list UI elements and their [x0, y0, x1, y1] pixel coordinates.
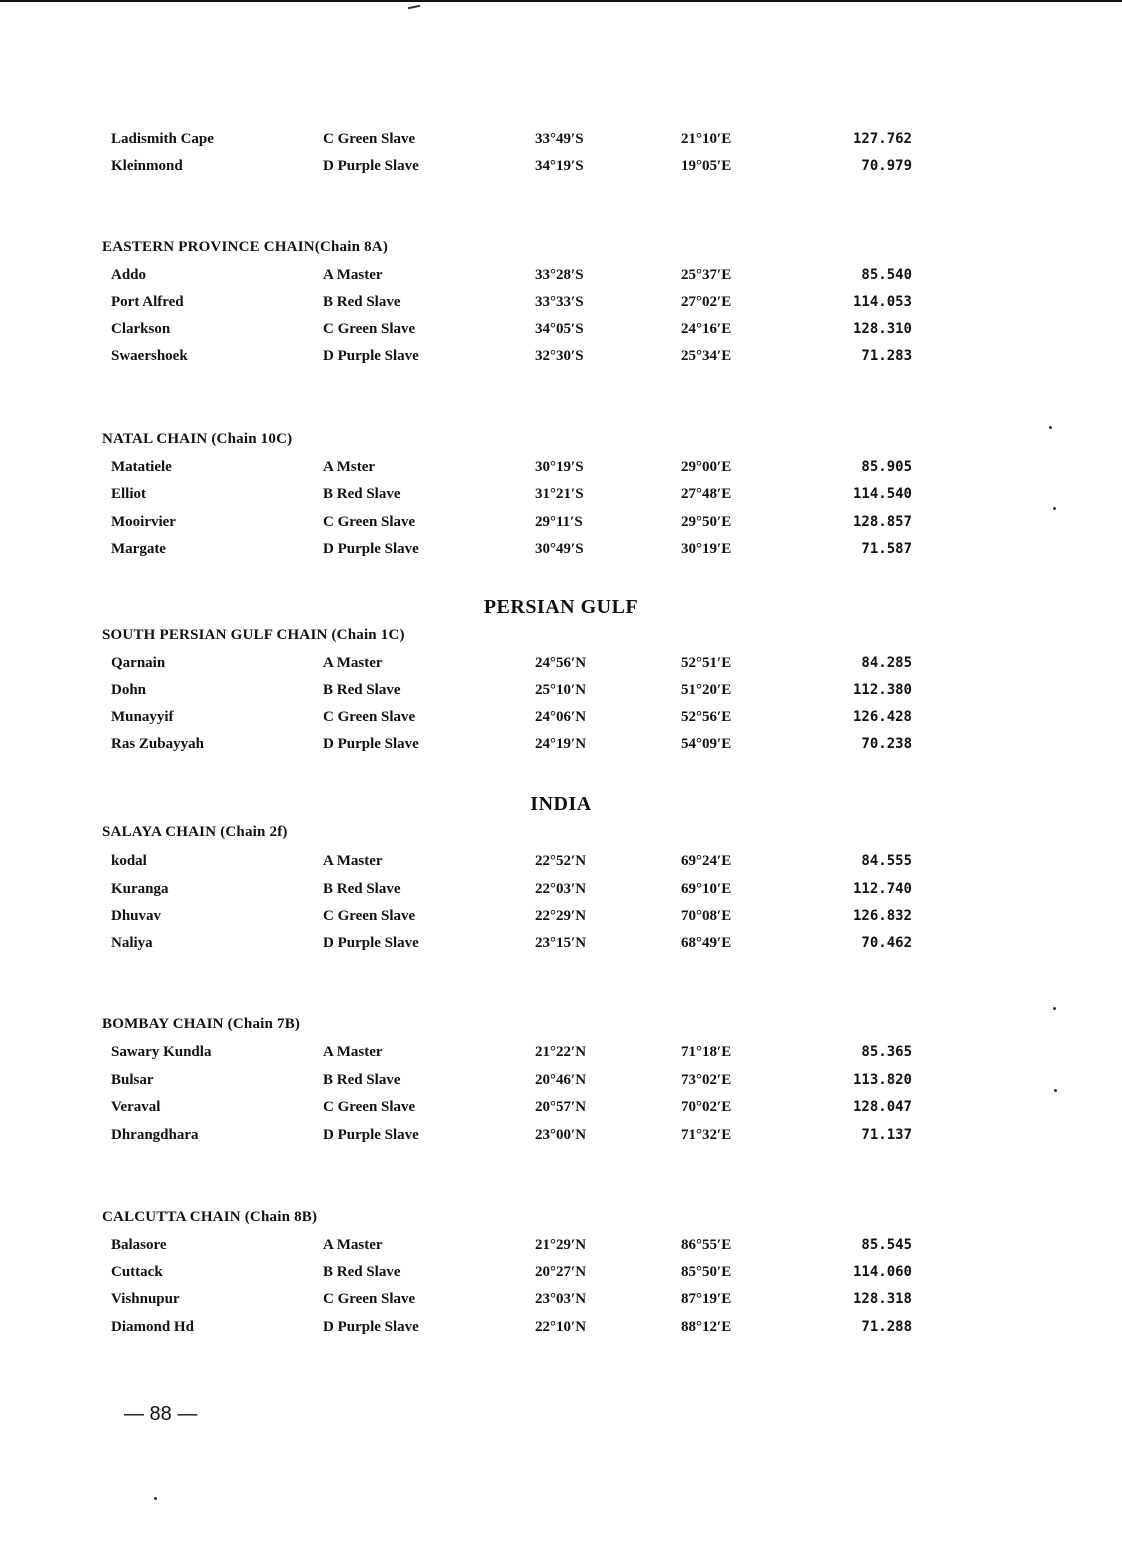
distance-value: 84.555	[861, 853, 912, 869]
latitude: 21°29′N	[535, 1237, 587, 1253]
longitude: 68°49′E	[681, 935, 732, 951]
station-name: Margate	[111, 541, 166, 557]
station-name: Dhrangdhara	[111, 1127, 199, 1143]
station-role: B Red Slave	[323, 1072, 401, 1088]
chain-title: NATAL CHAIN (Chain 10C)	[102, 431, 293, 447]
station-role: D Purple Slave	[323, 1319, 419, 1335]
distance-value: 70.238	[861, 736, 912, 752]
station-name: Ras Zubayyah	[111, 736, 204, 752]
station-role: B Red Slave	[323, 682, 401, 698]
station-name: Clarkson	[111, 321, 171, 337]
station-role: C Green Slave	[323, 709, 416, 725]
station-name: Naliya	[111, 935, 153, 951]
station-role: B Red Slave	[323, 881, 401, 897]
distance-value: 113.820	[852, 1072, 912, 1088]
latitude: 30°19′S	[535, 459, 584, 475]
table-row	[0, 1072, 1122, 1094]
station-name: Addo	[111, 267, 147, 283]
table-row	[0, 682, 1122, 704]
chain-title: SALAYA CHAIN (Chain 2f)	[102, 824, 288, 840]
table-row	[0, 459, 1122, 481]
latitude: 22°10′N	[535, 1319, 587, 1335]
scan-speck	[154, 1497, 157, 1500]
table-row	[0, 709, 1122, 731]
station-role: C Green Slave	[323, 1099, 416, 1115]
table-row	[0, 294, 1122, 316]
latitude: 33°28′S	[535, 267, 584, 283]
longitude: 24°16′E	[681, 321, 732, 337]
table-row	[0, 655, 1122, 677]
longitude: 52°51′E	[681, 655, 732, 671]
chain-title: EASTERN PROVINCE CHAIN(Chain 8A)	[102, 239, 389, 255]
station-role: D Purple Slave	[323, 348, 419, 364]
distance-value: 70.979	[861, 158, 912, 174]
latitude: 24°19′N	[535, 736, 587, 752]
latitude: 22°29′N	[535, 908, 587, 924]
table-row	[0, 514, 1122, 536]
distance-value: 128.310	[852, 321, 912, 337]
station-role: C Green Slave	[323, 514, 416, 530]
station-name: Kleinmond	[111, 158, 183, 174]
longitude: 69°24′E	[681, 853, 732, 869]
station-name: Vishnupur	[111, 1291, 180, 1307]
latitude: 23°15′N	[535, 935, 587, 951]
station-name: Kuranga	[111, 881, 169, 897]
station-role: B Red Slave	[323, 294, 401, 310]
station-name: Dohn	[111, 682, 147, 698]
latitude: 30°49′S	[535, 541, 584, 557]
longitude: 29°50′E	[681, 514, 732, 530]
station-name: Munayyif	[111, 709, 174, 725]
longitude: 25°37′E	[681, 267, 732, 283]
station-role: A Master	[323, 1044, 383, 1060]
station-name: Balasore	[111, 1237, 167, 1253]
table-row	[0, 908, 1122, 930]
table-row	[0, 158, 1122, 180]
longitude: 69°10′E	[681, 881, 732, 897]
scan-speck	[1053, 507, 1056, 510]
station-name: Veraval	[111, 1099, 161, 1115]
station-role: B Red Slave	[323, 486, 401, 502]
station-name: Elliot	[111, 486, 147, 502]
longitude: 29°00′E	[681, 459, 732, 475]
longitude: 85°50′E	[681, 1264, 732, 1280]
latitude: 20°57′N	[535, 1099, 587, 1115]
table-row	[0, 348, 1122, 370]
latitude: 23°03′N	[535, 1291, 587, 1307]
longitude: 70°08′E	[681, 908, 732, 924]
station-role: D Purple Slave	[323, 935, 419, 951]
latitude: 22°52′N	[535, 853, 587, 869]
longitude: 86°55′E	[681, 1237, 732, 1253]
station-role: A Master	[323, 655, 383, 671]
longitude: 54°09′E	[681, 736, 732, 752]
latitude: 33°49′S	[535, 131, 584, 147]
station-role: B Red Slave	[323, 1264, 401, 1280]
distance-value: 71.288	[861, 1319, 912, 1335]
table-row	[0, 1291, 1122, 1313]
longitude: 52°56′E	[681, 709, 732, 725]
station-role: D Purple Slave	[323, 158, 419, 174]
station-name: Port Alfred	[111, 294, 184, 310]
station-name: Diamond Hd	[111, 1319, 194, 1335]
region-heading-persian-gulf: PERSIAN GULF	[483, 596, 639, 618]
longitude: 71°32′E	[681, 1127, 732, 1143]
station-role: A Master	[323, 1237, 383, 1253]
distance-value: 114.060	[852, 1264, 912, 1280]
distance-value: 84.285	[861, 655, 912, 671]
distance-value: 128.318	[852, 1291, 912, 1307]
distance-value: 114.053	[852, 294, 912, 310]
station-name: Ladismith Cape	[111, 131, 214, 147]
longitude: 21°10′E	[681, 131, 732, 147]
table-row	[0, 1099, 1122, 1121]
latitude: 34°05′S	[535, 321, 584, 337]
station-role: D Purple Slave	[323, 1127, 419, 1143]
longitude: 51°20′E	[681, 682, 732, 698]
station-name: Qarnain	[111, 655, 166, 671]
latitude: 34°19′S	[535, 158, 584, 174]
distance-value: 128.857	[852, 514, 912, 530]
longitude: 88°12′E	[681, 1319, 732, 1335]
distance-value: 71.137	[861, 1127, 912, 1143]
latitude: 32°30′S	[535, 348, 584, 364]
table-row	[0, 321, 1122, 343]
table-row	[0, 486, 1122, 508]
scan-speck	[1054, 1089, 1057, 1092]
region-heading-india: INDIA	[530, 793, 592, 815]
latitude: 29°11′S	[535, 514, 583, 530]
latitude: 24°56′N	[535, 655, 587, 671]
table-row	[0, 1127, 1122, 1149]
longitude: 27°02′E	[681, 294, 732, 310]
latitude: 31°21′S	[535, 486, 584, 502]
distance-value: 70.462	[861, 935, 912, 951]
station-role: C Green Slave	[323, 908, 416, 924]
distance-value: 71.283	[861, 348, 912, 364]
page-number: — 88 —	[124, 1403, 198, 1425]
distance-value: 126.428	[852, 709, 912, 725]
station-name: Sawary Kundla	[111, 1044, 212, 1060]
table-row	[0, 267, 1122, 289]
chain-title: SOUTH PERSIAN GULF CHAIN (Chain 1C)	[102, 627, 405, 643]
table-row	[0, 541, 1122, 563]
table-row	[0, 1237, 1122, 1259]
distance-value: 114.540	[852, 486, 912, 502]
latitude: 20°27′N	[535, 1264, 587, 1280]
station-role: A Master	[323, 853, 383, 869]
station-role: C Green Slave	[323, 131, 416, 147]
table-row	[0, 1044, 1122, 1066]
latitude: 23°00′N	[535, 1127, 587, 1143]
station-role: D Purple Slave	[323, 541, 419, 557]
table-row	[0, 736, 1122, 758]
station-role: A Master	[323, 267, 383, 283]
distance-value: 85.905	[861, 459, 912, 475]
table-row	[0, 131, 1122, 153]
station-role: C Green Slave	[323, 321, 416, 337]
table-row	[0, 853, 1122, 875]
longitude: 30°19′E	[681, 541, 732, 557]
chain-title: CALCUTTA CHAIN (Chain 8B)	[102, 1209, 318, 1225]
longitude: 73°02′E	[681, 1072, 732, 1088]
station-name: Dhuvav	[111, 908, 162, 924]
station-role: C Green Slave	[323, 1291, 416, 1307]
top-border-line	[0, 0, 1122, 2]
scan-speck	[1049, 426, 1052, 429]
longitude: 87°19′E	[681, 1291, 732, 1307]
station-name: Mooirvier	[111, 514, 176, 530]
distance-value: 85.545	[861, 1237, 912, 1253]
station-name: Bulsar	[111, 1072, 154, 1088]
longitude: 19°05′E	[681, 158, 732, 174]
chain-title: BOMBAY CHAIN (Chain 7B)	[102, 1016, 301, 1032]
station-name: Matatiele	[111, 459, 172, 475]
station-name: kodal	[111, 853, 147, 869]
distance-value: 85.365	[861, 1044, 912, 1060]
latitude: 22°03′N	[535, 881, 587, 897]
distance-value: 128.047	[852, 1099, 912, 1115]
latitude: 33°33′S	[535, 294, 584, 310]
distance-value: 112.740	[852, 881, 912, 897]
latitude: 20°46′N	[535, 1072, 587, 1088]
scan-mark	[408, 5, 420, 9]
longitude: 27°48′E	[681, 486, 732, 502]
station-role: D Purple Slave	[323, 736, 419, 752]
longitude: 71°18′E	[681, 1044, 732, 1060]
station-role: A Mster	[323, 459, 376, 475]
station-name: Swaershoek	[111, 348, 188, 364]
latitude: 25°10′N	[535, 682, 587, 698]
table-row	[0, 881, 1122, 903]
table-row	[0, 1319, 1122, 1341]
distance-value: 126.832	[852, 908, 912, 924]
longitude: 70°02′E	[681, 1099, 732, 1115]
distance-value: 85.540	[861, 267, 912, 283]
station-name: Cuttack	[111, 1264, 163, 1280]
distance-value: 71.587	[861, 541, 912, 557]
table-row	[0, 1264, 1122, 1286]
distance-value: 127.762	[852, 131, 912, 147]
longitude: 25°34′E	[681, 348, 732, 364]
table-row	[0, 935, 1122, 957]
scan-speck	[1053, 1007, 1056, 1010]
latitude: 21°22′N	[535, 1044, 587, 1060]
distance-value: 112.380	[852, 682, 912, 698]
latitude: 24°06′N	[535, 709, 587, 725]
